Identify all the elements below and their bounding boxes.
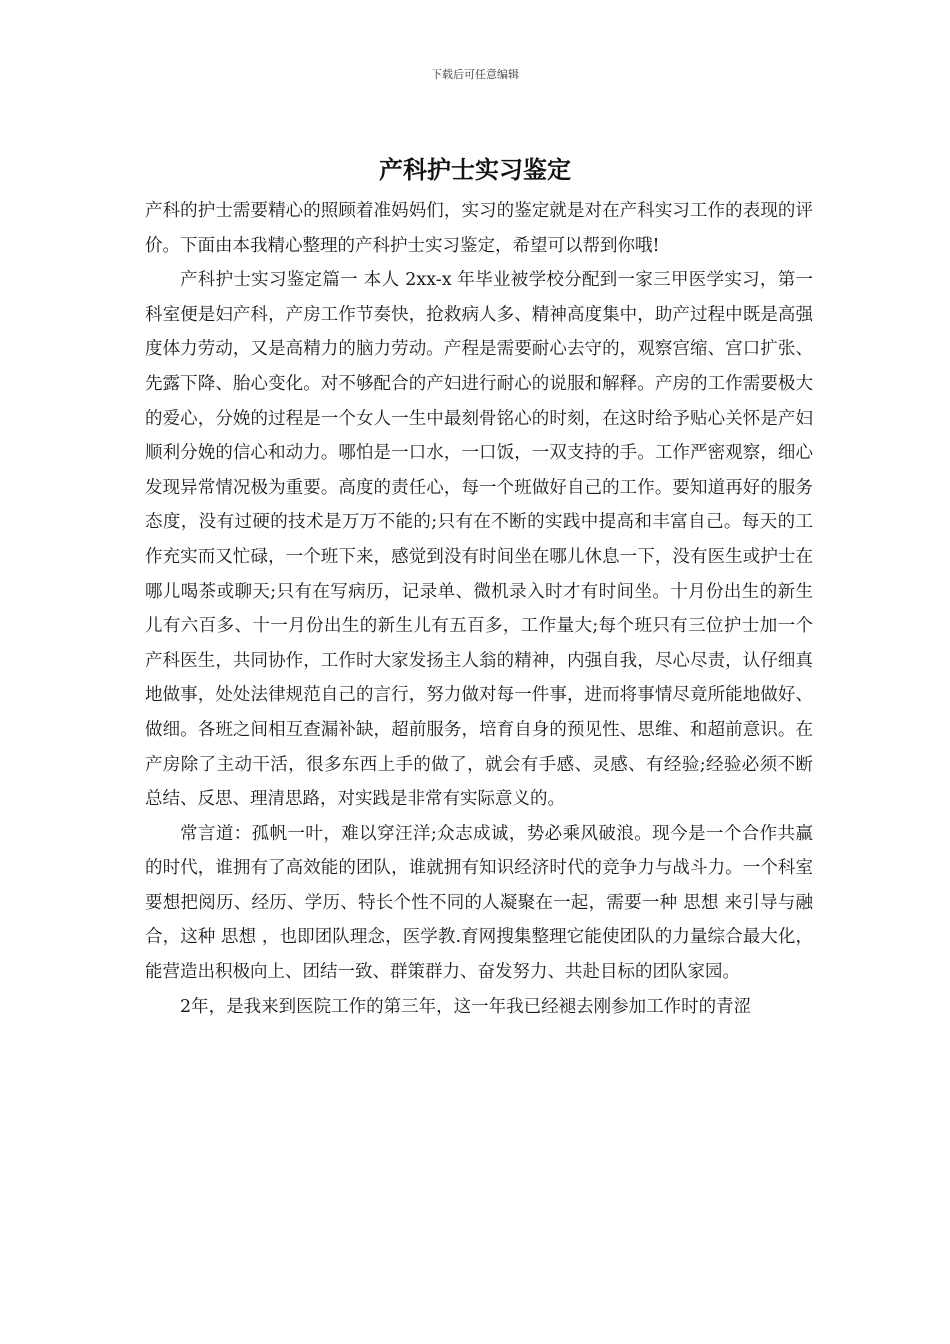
document-body xyxy=(145,194,813,1024)
intro-paragraph: 产科的护士需要精心的照顾着准妈妈们，实习的鉴定就是对在产科实习工作的表现的评价。下面由本我精心整理的产科护士实习鉴定，希望可以帮到你哦! xyxy=(145,201,813,256)
body-paragraph-2: 常言道：孤帆一叶，难以穿汪洋;众志成诚，势必乘风破浪。现今是一个合作共赢的时代，谁拥有了高效能的团队，谁就拥有知识经济时代的竞争力与战斗力。一个科室要想把阅历、经历、学历、特长个性不同的人凝聚在一起，需要一种 思想 来引导与融合，这种 思想 ，也即团队理念，医学教.育网搜集整理它能使团队的力量综合最大化，能营造出积极向上、团结一致、群策群力、奋发努力、共赴目标的团队家园。 xyxy=(145,823,813,983)
body-paragraph-1: 产科护士实习鉴定篇一 本人 2xx-x 年毕业被学校分配到一家三甲医学实习，第一科室便是妇产科，产房工作节奏快，抢救病人多、精神高度集中，助产过程中既是高强度体力劳动，又是高精力的脑力劳动。产程是需要耐心去守的，观察宫缩、宫口扩张、先露下降、胎心变化。对不够配合的产妇进行耐心的说服和解释。产房的工作需要极大的爱心，分娩的过程是一个女人一生中最刻骨铭心的时刻，在这时给予贴心关怀是产妇顺利分娩的信心和动力。哪怕是一口水，一口饭，一双支持的手。工作严密观察，细心发现异常情况极为重要。高度的责任心，每一个班做好自己的工作。要知道再好的服务态度，没有过硬的技术是万万不能的;只有在不断的实践中提高和丰富自己。每天的工作充实而又忙碌，一个班下来，感觉到没有时间坐在哪儿休息一下，没有医生或护士在哪儿喝茶或聊天;只有在写病历，记录单、微机录入时才有时间坐。十月份出生的新生儿有六百多、十一月份出生的新生儿有五百多，工作量大;每个班只有三位护士加一个产科医生，共同协作，工作时大家发扬主人翁的精神，内强自我，尽心尽责，认仔细真地做事，处处法律规范自己的言行，努力做对每一件事，进而将事情尽竟所能地做好、做细。各班之间相互查漏补缺，超前服务，培育自身的预见性、思维、和超前意识。在产房除了主动干活，很多东西上手的做了，就会有手感、灵感、有经验;经验必须不断总结、反思、理清思路，对实践是非常有实际意义的。 xyxy=(145,270,813,810)
document-title: 产科护士实习鉴定 xyxy=(379,156,571,184)
body-paragraph-3: 2年，是我来到医院工作的第三年，这一年我已经褪去刚参加工作时的青涩 xyxy=(180,996,752,1017)
page-header-note: 下载后可任意编辑 xyxy=(431,68,519,81)
